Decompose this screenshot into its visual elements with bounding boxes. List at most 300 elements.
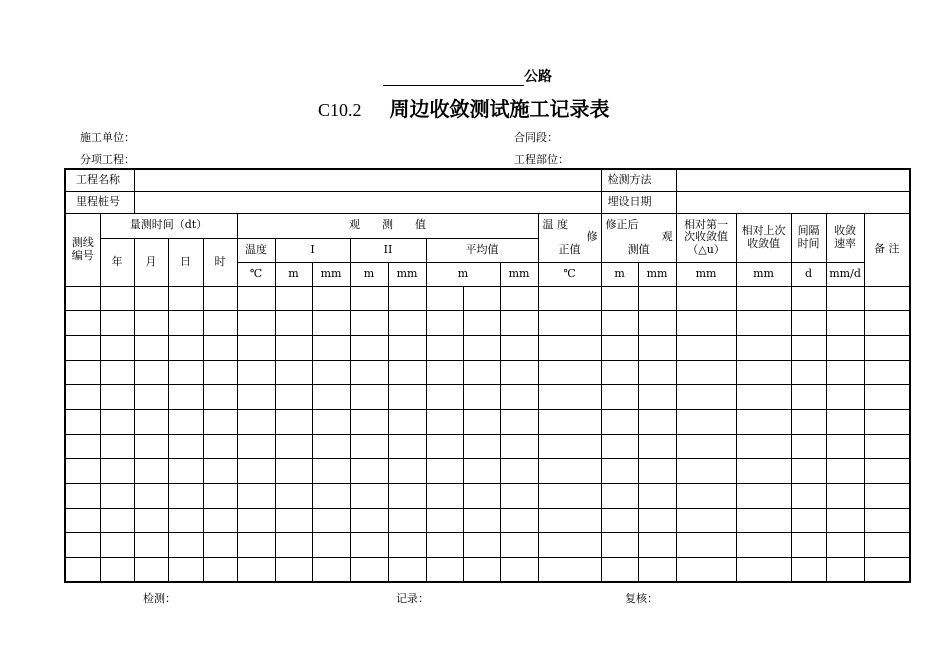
data-cell[interactable] [168,360,203,385]
remark-header: 备 注 [864,213,910,286]
data-cell[interactable] [100,434,134,459]
subproject-label: 分项工程： [80,153,135,166]
data-cell[interactable] [638,508,676,533]
data-cell[interactable] [203,508,237,533]
data-cell[interactable] [388,533,426,558]
data-cell[interactable] [237,533,275,558]
data-cell[interactable] [538,311,601,336]
data-cell[interactable] [134,335,168,360]
data-cell[interactable] [500,484,538,509]
table-row [65,558,910,583]
data-cell[interactable] [864,311,910,336]
road-suffix: 公路 [524,69,552,85]
data-cell[interactable] [826,533,864,558]
unit-cell: ℃ [237,262,275,286]
data-cell[interactable] [864,484,910,509]
data-cell[interactable] [312,459,350,484]
project-name-cell[interactable] [134,169,601,191]
data-cell[interactable] [791,434,826,459]
data-cell[interactable] [237,385,275,410]
table-row [65,335,910,360]
data-cell[interactable] [168,508,203,533]
data-cell[interactable] [500,409,538,434]
data-cell[interactable] [312,311,350,336]
data-cell[interactable] [826,286,864,311]
data-cell[interactable] [350,459,388,484]
data-cell[interactable] [538,385,601,410]
data-cell[interactable] [426,360,463,385]
data-cell[interactable] [426,311,463,336]
data-cell[interactable] [463,311,500,336]
data-cell[interactable] [203,360,237,385]
data-cell[interactable] [100,385,134,410]
data-cell[interactable] [350,311,388,336]
data-cell[interactable] [65,558,100,583]
data-cell[interactable] [203,459,237,484]
corrected-value-header: 修正后 观 测值 [601,213,676,262]
data-cell[interactable] [388,558,426,583]
data-cell[interactable] [676,558,736,583]
data-cell[interactable] [864,385,910,410]
data-cell[interactable] [638,286,676,311]
data-cell[interactable] [237,286,275,311]
data-cell[interactable] [826,508,864,533]
project-name-label: 工程名称 [65,169,134,191]
data-cell[interactable] [638,558,676,583]
data-cell[interactable] [676,385,736,410]
inspect-signature-label: 检测： [143,592,176,605]
data-cell[interactable] [388,385,426,410]
data-cell[interactable] [736,286,791,311]
data-cell[interactable] [350,533,388,558]
data-cell[interactable] [676,434,736,459]
contract-section-label: 合同段： [514,131,558,144]
data-cell[interactable] [203,286,237,311]
data-cell[interactable] [134,360,168,385]
data-cell[interactable] [500,360,538,385]
data-cell[interactable] [736,558,791,583]
data-cell[interactable] [426,533,463,558]
table-row [65,508,910,533]
table-row [65,533,910,558]
data-cell[interactable] [237,311,275,336]
data-cell[interactable] [601,508,638,533]
data-cell[interactable] [500,508,538,533]
data-cell[interactable] [638,385,676,410]
data-cell[interactable] [100,286,134,311]
data-cell[interactable] [100,508,134,533]
data-cell[interactable] [388,459,426,484]
data-cell[interactable] [791,533,826,558]
station-label: 里程桩号 [65,191,134,213]
data-cell[interactable] [388,286,426,311]
data-cell[interactable] [168,484,203,509]
station-cell[interactable] [134,191,601,213]
data-cell[interactable] [134,286,168,311]
data-cell[interactable] [203,385,237,410]
data-cell[interactable] [65,409,100,434]
data-cell[interactable] [791,286,826,311]
data-cell[interactable] [350,409,388,434]
data-cell[interactable] [350,286,388,311]
data-cell[interactable] [168,385,203,410]
data-cell[interactable] [736,459,791,484]
data-cell[interactable] [426,335,463,360]
data-cell[interactable] [134,508,168,533]
info-row-1 [65,169,910,191]
data-cell[interactable] [426,484,463,509]
data-cell[interactable] [350,508,388,533]
data-cell[interactable] [312,335,350,360]
line-number-header: 测线编号 [65,213,100,286]
data-cell[interactable] [65,459,100,484]
data-cell[interactable] [168,409,203,434]
observed-value-header: 观 测 值 [237,213,538,238]
data-cell[interactable] [168,459,203,484]
data-cell[interactable] [864,533,910,558]
data-cell[interactable] [676,409,736,434]
data-cell[interactable] [791,508,826,533]
average-value-header: 平均值 [426,238,538,262]
data-cell[interactable] [426,286,463,311]
data-cell[interactable] [638,533,676,558]
data-cell[interactable] [65,335,100,360]
table-row [65,434,910,459]
data-cell[interactable] [538,409,601,434]
data-cell[interactable] [275,434,312,459]
data-cell[interactable] [601,434,638,459]
data-cell[interactable] [463,533,500,558]
data-cell[interactable] [601,558,638,583]
data-cell[interactable] [426,459,463,484]
data-cell[interactable] [463,335,500,360]
data-cell[interactable] [100,409,134,434]
data-cell[interactable] [676,533,736,558]
data-cell[interactable] [601,286,638,311]
data-cell[interactable] [538,360,601,385]
data-cell[interactable] [676,335,736,360]
data-cell[interactable] [736,335,791,360]
data-cell[interactable] [791,558,826,583]
data-cell[interactable] [100,484,134,509]
convergence-rate-header: 收敛 速率 [826,213,864,262]
data-cell[interactable] [500,459,538,484]
info-row-2 [65,191,910,213]
data-cell[interactable] [203,409,237,434]
data-cell[interactable] [134,434,168,459]
data-cell[interactable] [350,484,388,509]
form-code: C10.2 [318,100,362,120]
data-cell[interactable] [134,409,168,434]
data-cell[interactable] [426,409,463,434]
data-cell[interactable] [463,385,500,410]
data-cell[interactable] [500,286,538,311]
data-cell[interactable] [312,385,350,410]
data-cell[interactable] [538,533,601,558]
data-cell[interactable] [791,360,826,385]
data-cell[interactable] [676,459,736,484]
table-row [65,385,910,410]
data-cell[interactable] [676,508,736,533]
data-cell[interactable] [826,558,864,583]
data-cell[interactable] [65,484,100,509]
data-cell[interactable] [500,533,538,558]
data-cell[interactable] [312,434,350,459]
data-cell[interactable] [791,335,826,360]
page-title [318,93,610,122]
data-cell[interactable] [134,459,168,484]
data-cell[interactable] [538,459,601,484]
data-cell[interactable] [638,409,676,434]
data-cell[interactable] [500,335,538,360]
data-cell[interactable] [237,409,275,434]
data-cell[interactable] [426,385,463,410]
data-cell[interactable] [864,409,910,434]
form-title: 周边收敛测试施工记录表 [389,97,610,121]
data-cell[interactable] [426,434,463,459]
data-cell[interactable] [388,434,426,459]
data-cell[interactable] [134,558,168,583]
data-cell[interactable] [463,434,500,459]
data-cell[interactable] [312,360,350,385]
data-cell[interactable] [388,311,426,336]
data-cell[interactable] [638,459,676,484]
unit-cell: mm [388,262,426,286]
data-cell[interactable] [864,459,910,484]
data-cell[interactable] [791,385,826,410]
data-cell[interactable] [100,335,134,360]
data-cell[interactable] [736,484,791,509]
data-cell[interactable] [312,558,350,583]
data-cell[interactable] [676,484,736,509]
data-cell[interactable] [275,508,312,533]
data-cell[interactable] [168,311,203,336]
data-cell[interactable] [736,360,791,385]
data-cell[interactable] [601,533,638,558]
previous-convergence-header: 相对上次 收敛值 [736,213,791,262]
data-cell[interactable] [388,335,426,360]
data-cell[interactable] [463,286,500,311]
data-cell[interactable] [864,360,910,385]
data-cell[interactable] [538,484,601,509]
data-cell[interactable] [791,409,826,434]
data-cell[interactable] [100,533,134,558]
unit-cell: mm/d [826,262,864,286]
data-cell[interactable] [237,434,275,459]
data-cell[interactable] [864,508,910,533]
data-cell[interactable] [65,360,100,385]
road-name-blank[interactable] [383,70,524,86]
data-cell[interactable] [237,459,275,484]
data-cell[interactable] [463,409,500,434]
data-cell[interactable] [350,360,388,385]
data-cell[interactable] [312,286,350,311]
data-cell[interactable] [65,533,100,558]
data-cell[interactable] [100,459,134,484]
data-cell[interactable] [312,409,350,434]
data-cell[interactable] [203,533,237,558]
data-cell[interactable] [388,484,426,509]
data-cell[interactable] [312,508,350,533]
data-cell[interactable] [275,533,312,558]
data-cell[interactable] [426,508,463,533]
table-row [65,286,910,311]
unit-cell: mm [638,262,676,286]
data-cell[interactable] [463,484,500,509]
column-header-row-1 [65,213,910,238]
data-cell[interactable] [275,311,312,336]
data-cell[interactable] [275,409,312,434]
unit-cell: mm [736,262,791,286]
data-cell[interactable] [736,409,791,434]
data-cell[interactable] [134,311,168,336]
data-cell[interactable] [275,558,312,583]
data-cell[interactable] [203,484,237,509]
data-cell[interactable] [601,360,638,385]
data-cell[interactable] [826,311,864,336]
data-cell[interactable] [500,311,538,336]
data-cell[interactable] [676,311,736,336]
data-cell[interactable] [350,558,388,583]
data-cell[interactable] [237,508,275,533]
temperature-header: 温度 [237,238,275,262]
data-cell[interactable] [168,335,203,360]
data-cell[interactable] [237,360,275,385]
data-cell[interactable] [538,434,601,459]
data-cell[interactable] [736,533,791,558]
data-cell[interactable] [203,558,237,583]
data-cell[interactable] [312,484,350,509]
data-cell[interactable] [826,385,864,410]
data-cell[interactable] [426,558,463,583]
data-cell[interactable] [864,434,910,459]
data-cell[interactable] [275,286,312,311]
data-cell[interactable] [237,484,275,509]
data-cell[interactable] [638,360,676,385]
data-cell[interactable] [500,558,538,583]
test-method-cell[interactable] [676,169,910,191]
data-cell[interactable] [736,311,791,336]
data-cell[interactable] [237,558,275,583]
data-cell[interactable] [791,484,826,509]
data-cell[interactable] [864,558,910,583]
data-cell[interactable] [601,385,638,410]
data-cell[interactable] [65,286,100,311]
data-cell[interactable] [463,360,500,385]
data-cell[interactable] [463,508,500,533]
table-row [65,459,910,484]
data-cell[interactable] [791,311,826,336]
data-cell[interactable] [676,286,736,311]
data-cell[interactable] [100,360,134,385]
data-cell[interactable] [736,385,791,410]
data-cell[interactable] [638,311,676,336]
data-cell[interactable] [350,335,388,360]
data-cell[interactable] [275,385,312,410]
data-cell[interactable] [65,311,100,336]
data-cell[interactable] [826,360,864,385]
data-cell[interactable] [736,434,791,459]
data-cell[interactable] [538,508,601,533]
first-convergence-header: 相对第一 次收敛值 （△u） [676,213,736,262]
data-cell[interactable] [538,286,601,311]
data-cell[interactable] [638,434,676,459]
data-cell[interactable] [100,558,134,583]
data-cell[interactable] [203,335,237,360]
data-cell[interactable] [601,409,638,434]
data-cell[interactable] [203,434,237,459]
data-cell[interactable] [65,508,100,533]
record-table [64,168,911,583]
data-cell[interactable] [736,508,791,533]
data-cell[interactable] [601,311,638,336]
data-cell[interactable] [463,558,500,583]
data-cell[interactable] [388,360,426,385]
data-cell[interactable] [350,385,388,410]
data-cell[interactable] [601,335,638,360]
data-cell[interactable] [826,484,864,509]
bury-date-cell[interactable] [676,191,910,213]
data-cell[interactable] [168,434,203,459]
data-cell[interactable] [463,459,500,484]
data-cell[interactable] [168,286,203,311]
data-cell[interactable] [388,409,426,434]
data-cell[interactable] [864,335,910,360]
data-cell[interactable] [237,335,275,360]
data-cell[interactable] [638,335,676,360]
test-method-label: 检测方法 [601,169,676,191]
data-cell[interactable] [826,335,864,360]
data-cell[interactable] [134,484,168,509]
review-signature-label: 复核： [625,592,658,605]
data-cell[interactable] [500,434,538,459]
data-cell[interactable] [601,484,638,509]
data-cell[interactable] [500,385,538,410]
data-cell[interactable] [100,311,134,336]
data-cell[interactable] [538,335,601,360]
reading-2-header: II [350,238,426,262]
data-cell[interactable] [65,434,100,459]
data-cell[interactable] [826,409,864,434]
data-cell[interactable] [601,459,638,484]
data-cell[interactable] [864,286,910,311]
data-cell[interactable] [134,533,168,558]
data-cell[interactable] [312,533,350,558]
data-cell[interactable] [538,558,601,583]
unit-cell: mm [676,262,736,286]
data-cell[interactable] [168,558,203,583]
data-cell[interactable] [826,434,864,459]
data-cell[interactable] [168,533,203,558]
data-cell[interactable] [275,335,312,360]
table-row [65,311,910,336]
data-cell[interactable] [275,360,312,385]
year-header: 年 [100,238,134,286]
data-cell[interactable] [638,484,676,509]
temp-correction-header: 温 度 修 正值 [538,213,601,262]
data-cell[interactable] [134,385,168,410]
data-cell[interactable] [791,459,826,484]
data-cell[interactable] [350,434,388,459]
data-cell[interactable] [275,484,312,509]
data-cell[interactable] [275,459,312,484]
data-cell[interactable] [203,311,237,336]
data-cell[interactable] [676,360,736,385]
data-cell[interactable] [388,508,426,533]
data-cell[interactable] [65,385,100,410]
data-cell[interactable] [826,459,864,484]
day-header: 日 [168,238,203,286]
